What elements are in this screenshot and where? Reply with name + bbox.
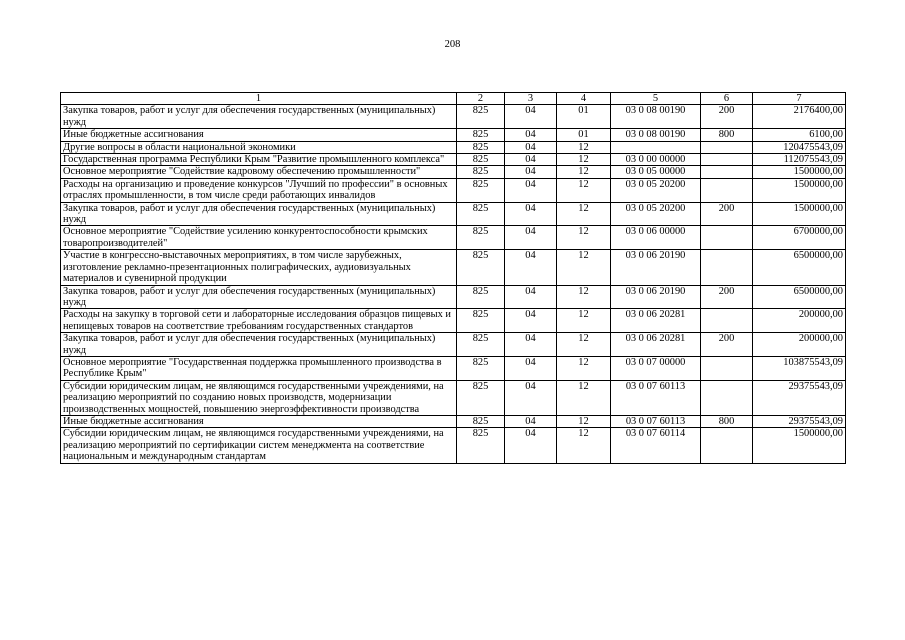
row-expense-type [701, 428, 753, 463]
row-section-code: 04 [505, 129, 557, 141]
row-amount: 6700000,00 [753, 226, 846, 250]
row-target-article: 03 0 05 00000 [611, 166, 701, 178]
page-number: 208 [444, 39, 461, 50]
table-row [61, 166, 846, 178]
row-name: Субсидии юридическим лицам, не являющимся государственными учреждениями, на реализацию мероприятий по созданию новых производств, модернизации производственных мощностей, повышению энергоэффективности производства [61, 380, 457, 415]
row-expense-type: 800 [701, 415, 753, 427]
row-section-code: 04 [505, 226, 557, 250]
header-row [61, 93, 846, 105]
row-amount: 29375543,09 [753, 415, 846, 427]
row-name: Иные бюджетные ассигнования [61, 129, 457, 141]
row-section-code: 04 [505, 415, 557, 427]
row-name: Расходы на организацию и проведение конкурсов "Лучший по профессии" в основных отраслях промышленности, в том числе среди работающих инвалидов [61, 178, 457, 202]
row-name: Основное мероприятие "Содействие кадровому обеспечению промышленности" [61, 166, 457, 178]
row-subsection-code: 12 [557, 309, 611, 333]
table-row [61, 415, 846, 427]
header-col-6: 6 [701, 93, 753, 105]
row-expense-type [701, 226, 753, 250]
row-target-article: 03 0 07 60114 [611, 428, 701, 463]
row-gr-code: 825 [457, 166, 505, 178]
row-section-code: 04 [505, 356, 557, 380]
row-expense-type [701, 356, 753, 380]
row-section-code: 04 [505, 166, 557, 178]
row-gr-code: 825 [457, 141, 505, 153]
table-row [61, 333, 846, 357]
row-expense-type [701, 380, 753, 415]
row-gr-code: 825 [457, 105, 505, 129]
header-col-5: 5 [611, 93, 701, 105]
row-name: Другие вопросы в области национальной экономики [61, 141, 457, 153]
table-row [61, 285, 846, 309]
row-expense-type: 800 [701, 129, 753, 141]
table-row [61, 105, 846, 129]
row-amount: 29375543,09 [753, 380, 846, 415]
row-gr-code: 825 [457, 333, 505, 357]
row-name: Закупка товаров, работ и услуг для обеспечения государственных (муниципальных) нужд [61, 333, 457, 357]
table-row [61, 356, 846, 380]
row-subsection-code: 12 [557, 202, 611, 226]
row-name: Закупка товаров, работ и услуг для обеспечения государственных (муниципальных) нужд [61, 285, 457, 309]
row-target-article: 03 0 05 20200 [611, 202, 701, 226]
row-name: Закупка товаров, работ и услуг для обеспечения государственных (муниципальных) нужд [61, 105, 457, 129]
row-section-code: 04 [505, 202, 557, 226]
row-subsection-code: 12 [557, 356, 611, 380]
row-name: Основное мероприятие "Государственная поддержка промышленного производства в Республике Крым" [61, 356, 457, 380]
row-section-code: 04 [505, 250, 557, 285]
row-name: Закупка товаров, работ и услуг для обеспечения государственных (муниципальных) нужд [61, 202, 457, 226]
row-subsection-code: 12 [557, 226, 611, 250]
row-expense-type [701, 178, 753, 202]
header-col-7: 7 [753, 93, 846, 105]
row-section-code: 04 [505, 178, 557, 202]
row-name: Субсидии юридическим лицам, не являющимся государственными учреждениями, на реализацию мероприятий по сертификации систем менеджмента на соответствие национальным и международным стандартам [61, 428, 457, 463]
row-amount: 200000,00 [753, 309, 846, 333]
table-row [61, 250, 846, 285]
table-row [61, 141, 846, 153]
row-section-code: 04 [505, 105, 557, 129]
table-row [61, 154, 846, 166]
row-subsection-code: 12 [557, 166, 611, 178]
row-gr-code: 825 [457, 202, 505, 226]
row-section-code: 04 [505, 285, 557, 309]
row-expense-type [701, 250, 753, 285]
row-target-article: 03 0 05 20200 [611, 178, 701, 202]
row-target-article: 03 0 06 00000 [611, 226, 701, 250]
budget-table [60, 92, 846, 464]
row-subsection-code: 12 [557, 141, 611, 153]
table-row [61, 380, 846, 415]
row-gr-code: 825 [457, 415, 505, 427]
row-target-article: 03 0 06 20190 [611, 285, 701, 309]
row-expense-type [701, 309, 753, 333]
table-row [61, 309, 846, 333]
row-section-code: 04 [505, 141, 557, 153]
row-name: Иные бюджетные ассигнования [61, 415, 457, 427]
row-expense-type [701, 166, 753, 178]
row-gr-code: 825 [457, 154, 505, 166]
row-expense-type: 200 [701, 105, 753, 129]
header-col-2: 2 [457, 93, 505, 105]
row-gr-code: 825 [457, 428, 505, 463]
row-gr-code: 825 [457, 380, 505, 415]
row-subsection-code: 01 [557, 105, 611, 129]
row-subsection-code: 12 [557, 333, 611, 357]
row-gr-code: 825 [457, 226, 505, 250]
row-subsection-code: 01 [557, 129, 611, 141]
row-subsection-code: 12 [557, 178, 611, 202]
row-target-article: 03 0 07 00000 [611, 356, 701, 380]
row-name: Расходы на закупку в торговой сети и лабораторные исследования образцов пищевых и непищевых товаров на соответствие требованиям государственных стандартов [61, 309, 457, 333]
table-row [61, 202, 846, 226]
row-expense-type: 200 [701, 285, 753, 309]
header-col-4: 4 [557, 93, 611, 105]
row-amount: 112075543,09 [753, 154, 846, 166]
row-section-code: 04 [505, 380, 557, 415]
row-target-article: 03 0 06 20281 [611, 333, 701, 357]
row-amount: 6500000,00 [753, 285, 846, 309]
row-section-code: 04 [505, 428, 557, 463]
row-expense-type [701, 141, 753, 153]
row-target-article: 03 0 08 00190 [611, 105, 701, 129]
row-amount: 1500000,00 [753, 202, 846, 226]
row-target-article: 03 0 07 60113 [611, 380, 701, 415]
row-amount: 1500000,00 [753, 428, 846, 463]
row-section-code: 04 [505, 333, 557, 357]
row-amount: 6100,00 [753, 129, 846, 141]
row-gr-code: 825 [457, 309, 505, 333]
row-section-code: 04 [505, 154, 557, 166]
row-target-article: 03 0 06 20190 [611, 250, 701, 285]
header-col-1: 1 [61, 93, 457, 105]
row-amount: 120475543,09 [753, 141, 846, 153]
row-target-article: 03 0 00 00000 [611, 154, 701, 166]
table-row [61, 129, 846, 141]
row-subsection-code: 12 [557, 154, 611, 166]
row-amount: 1500000,00 [753, 166, 846, 178]
row-gr-code: 825 [457, 129, 505, 141]
row-amount: 200000,00 [753, 333, 846, 357]
row-target-article: 03 0 07 60113 [611, 415, 701, 427]
row-gr-code: 825 [457, 178, 505, 202]
row-amount: 1500000,00 [753, 178, 846, 202]
row-gr-code: 825 [457, 250, 505, 285]
row-name: Участие в конгрессно-выставочных мероприятиях, в том числе зарубежных, изготовление рекламно-презентационных полиграфических, аудиовизуальных материалов и сувенирной продукции [61, 250, 457, 285]
row-amount: 103875543,09 [753, 356, 846, 380]
table-row [61, 428, 846, 463]
row-section-code: 04 [505, 309, 557, 333]
row-subsection-code: 12 [557, 285, 611, 309]
row-target-article: 03 0 06 20281 [611, 309, 701, 333]
row-expense-type: 200 [701, 333, 753, 357]
table-row [61, 226, 846, 250]
row-subsection-code: 12 [557, 380, 611, 415]
row-subsection-code: 12 [557, 415, 611, 427]
row-amount: 2176400,00 [753, 105, 846, 129]
budget-table-body [61, 105, 846, 463]
row-subsection-code: 12 [557, 428, 611, 463]
row-gr-code: 825 [457, 285, 505, 309]
row-target-article [611, 141, 701, 153]
row-expense-type: 200 [701, 202, 753, 226]
table-row [61, 178, 846, 202]
row-target-article: 03 0 08 00190 [611, 129, 701, 141]
row-gr-code: 825 [457, 356, 505, 380]
row-expense-type [701, 154, 753, 166]
row-amount: 6500000,00 [753, 250, 846, 285]
header-col-3: 3 [505, 93, 557, 105]
row-subsection-code: 12 [557, 250, 611, 285]
row-name: Основное мероприятие "Содействие усилению конкурентоспособности крымских товаропроизводителей" [61, 226, 457, 250]
row-name: Государственная программа Республики Крым "Развитие промышленного комплекса" [61, 154, 457, 166]
